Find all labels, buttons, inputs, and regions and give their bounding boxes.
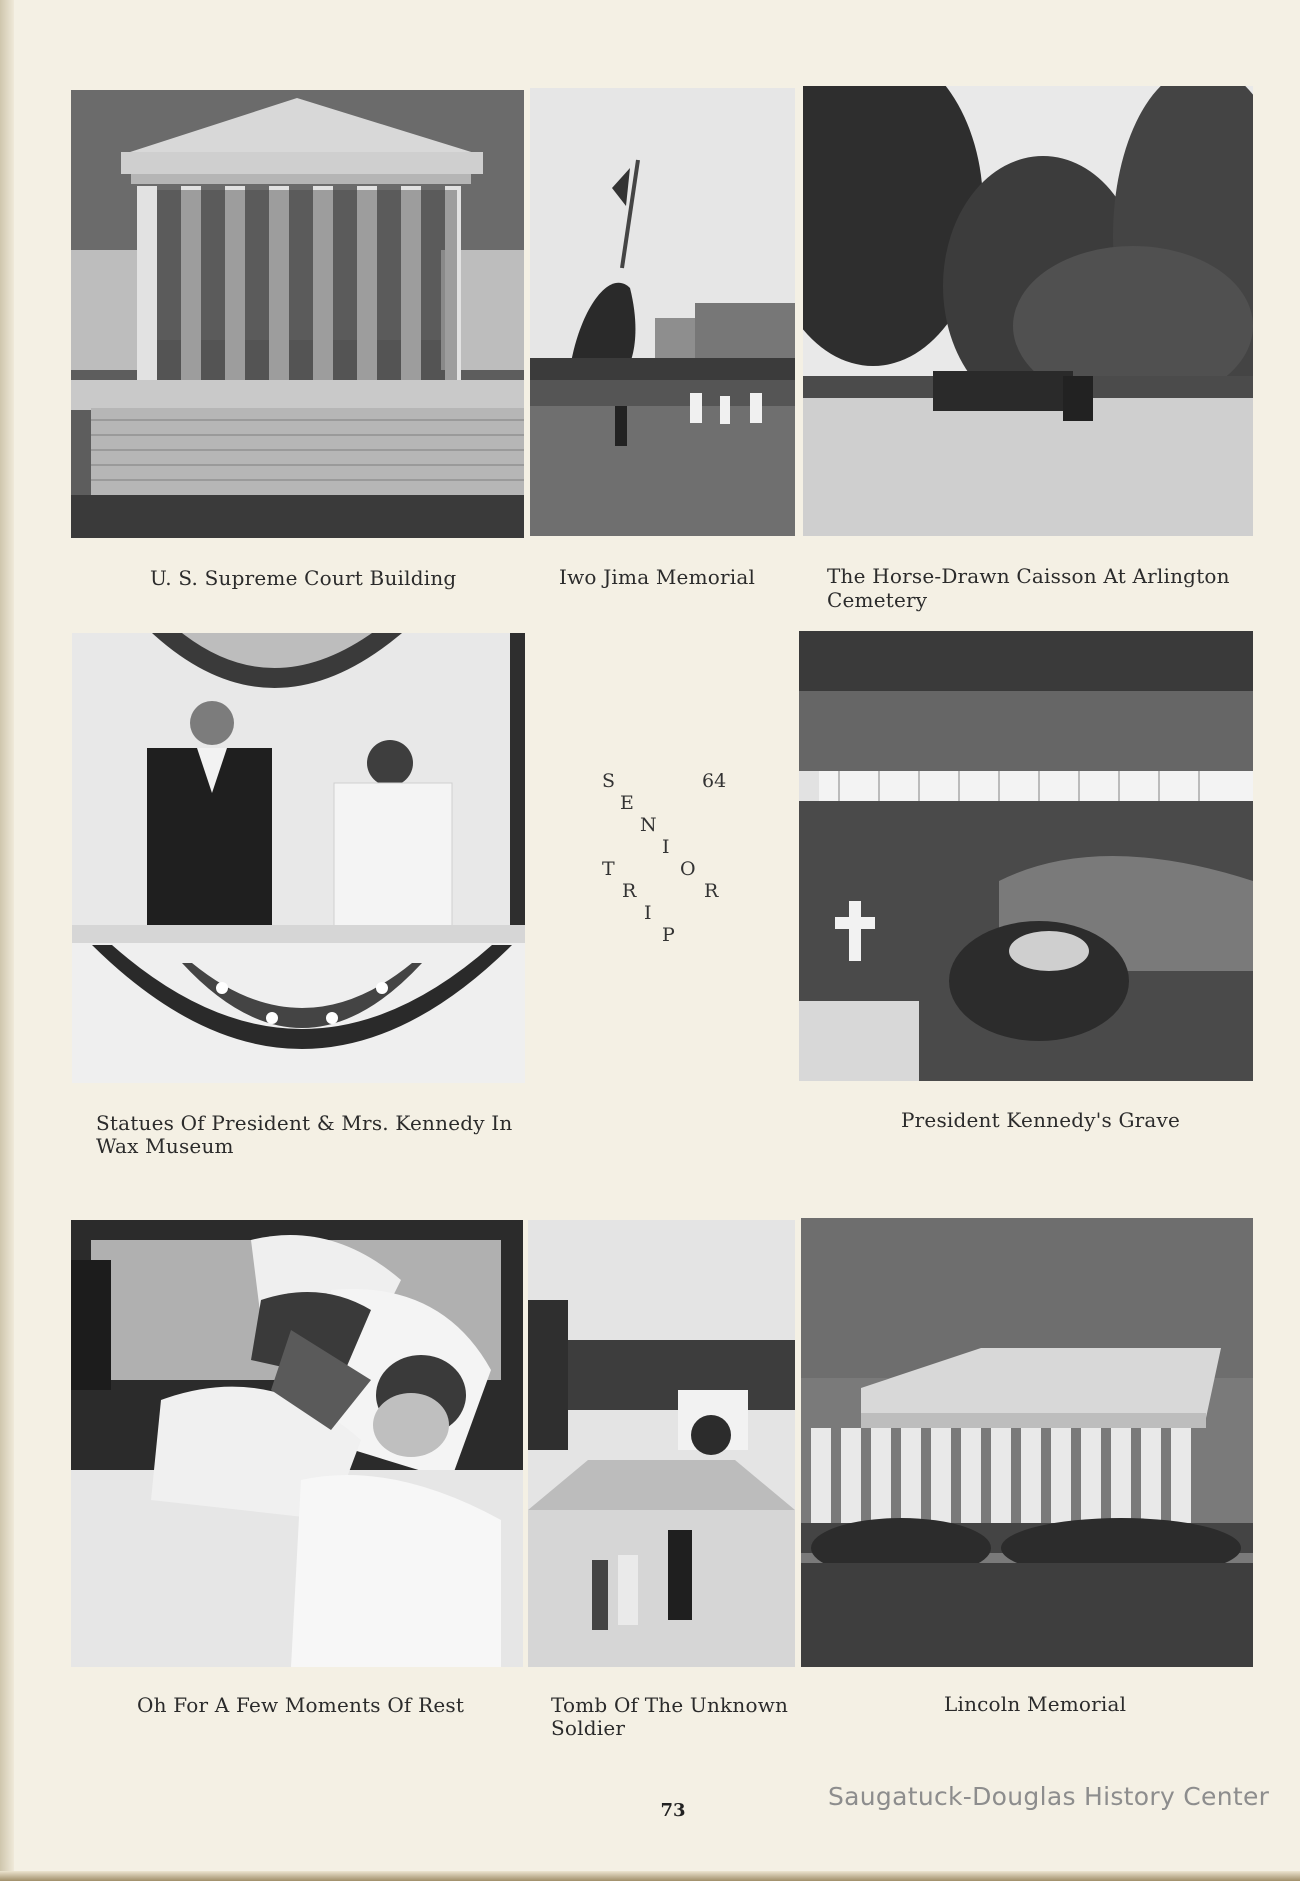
letter-r: R: [704, 880, 719, 902]
kennedy-grave-photo: [799, 631, 1253, 1081]
iwo-jima-caption: Iwo Jima Memorial: [559, 565, 756, 589]
wax-caption-line1: Statues Of President & Mrs. Kennedy In: [96, 1111, 513, 1135]
tomb-unknown-soldier-photo: [528, 1220, 795, 1667]
tomb-caption-line2: Soldier: [551, 1716, 626, 1740]
kennedy-wax-statues-photo: [72, 633, 525, 1083]
caisson-caption-line1: The Horse-Drawn Caisson At Arlington: [827, 564, 1230, 588]
grave-caption: President Kennedy's Grave: [901, 1108, 1181, 1132]
iwo-jima-photo: [530, 88, 795, 536]
page-number: 73: [660, 1800, 686, 1821]
senior-trip-64-graphic: [590, 760, 740, 960]
letter-s: S: [602, 770, 616, 792]
rest-caption: Oh For A Few Moments Of Rest: [137, 1693, 465, 1717]
letter-i2: I: [644, 902, 652, 924]
letter-o: O: [680, 858, 696, 880]
letter-t: T: [602, 858, 615, 880]
history-center-watermark: Saugatuck-Douglas History Center: [828, 1782, 1270, 1811]
letter-n: N: [640, 814, 657, 836]
supreme-court-caption: U. S. Supreme Court Building: [150, 566, 457, 590]
letter-i: I: [662, 836, 670, 858]
supreme-court-photo: [71, 90, 524, 538]
caisson-caption-line2: Cemetery: [827, 588, 928, 612]
year-64: 64: [702, 770, 727, 792]
letter-e: E: [620, 792, 634, 814]
page-bottom-edge: [0, 1871, 1300, 1881]
lincoln-caption: Lincoln Memorial: [944, 1692, 1127, 1716]
letter-r2: R: [622, 880, 637, 902]
wax-caption-line2: Wax Museum: [96, 1134, 234, 1158]
page-edge-shadow: [0, 0, 14, 1881]
letter-p: P: [662, 924, 675, 946]
tomb-caption-line1: Tomb Of The Unknown: [551, 1693, 789, 1717]
resting-students-photo: [71, 1220, 523, 1667]
arlington-caisson-photo: [803, 86, 1253, 536]
lincoln-memorial-photo: [801, 1218, 1253, 1667]
